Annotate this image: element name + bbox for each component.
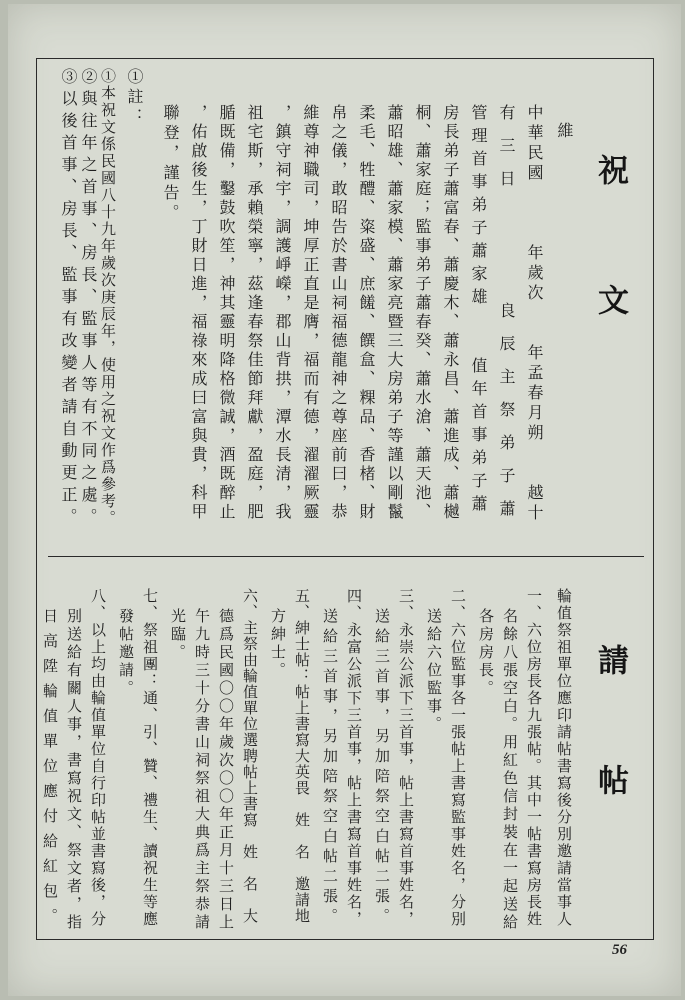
text-column: 輪值祭祖單位應印請帖書寫後分別邀請當事人 bbox=[555, 588, 573, 928]
text-column: 光臨。 bbox=[169, 608, 187, 662]
text-column: 發帖邀請。 bbox=[117, 608, 135, 698]
title-char-qing: 請 bbox=[592, 644, 628, 675]
text-column: 四、永富公派下三首事，帖上書寫首事姓名， bbox=[345, 588, 363, 928]
text-column: 聯登，謹告。 bbox=[161, 104, 180, 224]
text-column: 蕭昭雄、蕭家模、蕭家亮暨三大房弟子等謹以剛鬣 bbox=[385, 104, 404, 522]
text-column: 八、以上均由輪值單位自行印帖並書寫後，分 bbox=[89, 588, 107, 928]
text-column: ，佑啟後生，丁財日進，福祿來成曰富與貴，科甲 bbox=[189, 104, 208, 522]
text-column: 維 bbox=[555, 122, 574, 142]
section-divider bbox=[48, 556, 644, 557]
text-column: ③以後首事、房長、監事有改變者請自動更正。 bbox=[59, 68, 78, 530]
text-column: ①本祝文係民國八十九年歲次庚辰年，使用之祝文作爲參考。 bbox=[99, 68, 117, 527]
text-column: 五、紳士帖：帖上書寫大英畏 姓 名 邀請地 bbox=[293, 588, 311, 924]
text-column: 一、六位房長各九張帖。其中一帖書寫房長姓 bbox=[525, 588, 543, 928]
text-column: ②與往年之首事、房長、監事人等有不同之處。 bbox=[79, 68, 98, 530]
text-column: 方紳士。 bbox=[269, 608, 287, 680]
title-char-tie: 帖 bbox=[592, 764, 628, 795]
text-column: 桐、蕭家庭；監事弟子蕭春癸、蕭水滄、蕭天池、 bbox=[413, 104, 432, 522]
text-column: ①註： bbox=[125, 68, 144, 128]
text-column: 六、主祭由輪值單位選聘帖上書寫 姓 名 大 bbox=[241, 588, 259, 924]
text-column: ，鎮守祠宇，調護崢嶸，郡山背拱，潭水長清，我 bbox=[273, 104, 292, 522]
page-number: 56 bbox=[612, 942, 627, 958]
text-column: 送給三首事，另加陪祭空白帖二張。 bbox=[373, 608, 391, 928]
text-column: 管理首事弟子蕭家雄 值年首事弟子蕭 bbox=[469, 104, 488, 518]
document-page bbox=[8, 4, 681, 996]
text-column: 德爲民國〇〇年歲次〇〇年正月十三日上 bbox=[217, 608, 235, 932]
text-column: 送給六位監事。 bbox=[425, 608, 443, 734]
text-column: 午九時三十分書山祠祭祖大典爲主祭恭請 bbox=[193, 608, 211, 932]
text-column: 送給三首事，另加陪祭空白帖二張。 bbox=[321, 608, 339, 928]
text-column: 維尊神職司，坤厚正直是膺，福而有德，濯濯厥靈 bbox=[301, 104, 320, 522]
text-column: 名餘八張空白。用紅色信封裝在一起送給 bbox=[501, 608, 519, 932]
text-column: 別送給有關人事，書寫祝文、祭文者，指 bbox=[65, 608, 83, 932]
text-column: 中華民國 年歲次 年孟春月朔 越十 bbox=[525, 104, 544, 524]
text-column: 三、永崇公派下三首事，帖上書寫首事姓名， bbox=[397, 588, 415, 928]
text-column: 帛之儀，敢昭告於書山祠福德龍神之尊座前曰，恭 bbox=[329, 104, 348, 522]
text-column: 有三日 良辰主祭弟子蕭 bbox=[497, 104, 516, 533]
text-column: 房長弟子蕭富春、蕭慶木、蕭永昌、蕭進成、蕭樾 bbox=[441, 104, 460, 522]
text-column: 七、祭祖團：通、引、贊、禮生、讀祝生等應 bbox=[141, 588, 159, 928]
text-column: 柔毛、牲醴、粢盛、庶饈、饌盒、粿品、香楮、財 bbox=[357, 104, 376, 522]
title-char-wen: 文 bbox=[592, 284, 628, 315]
text-column: 日高陞輪值單位應付給紅包。 bbox=[41, 608, 59, 933]
text-column: 二、六位監事各一張帖上書寫監事姓名，分別 bbox=[449, 588, 467, 928]
text-column: 腯既備，鑿鼓吹笙，神其靈明降格微誠，酒既醉止 bbox=[217, 104, 236, 522]
text-column: 祖宅斯，承賴榮寧，茲逢春祭佳節拜獻，盈庭，肥 bbox=[245, 104, 264, 522]
title-char-zhu: 祝 bbox=[592, 154, 628, 185]
text-column: 各房房長。 bbox=[477, 608, 495, 698]
